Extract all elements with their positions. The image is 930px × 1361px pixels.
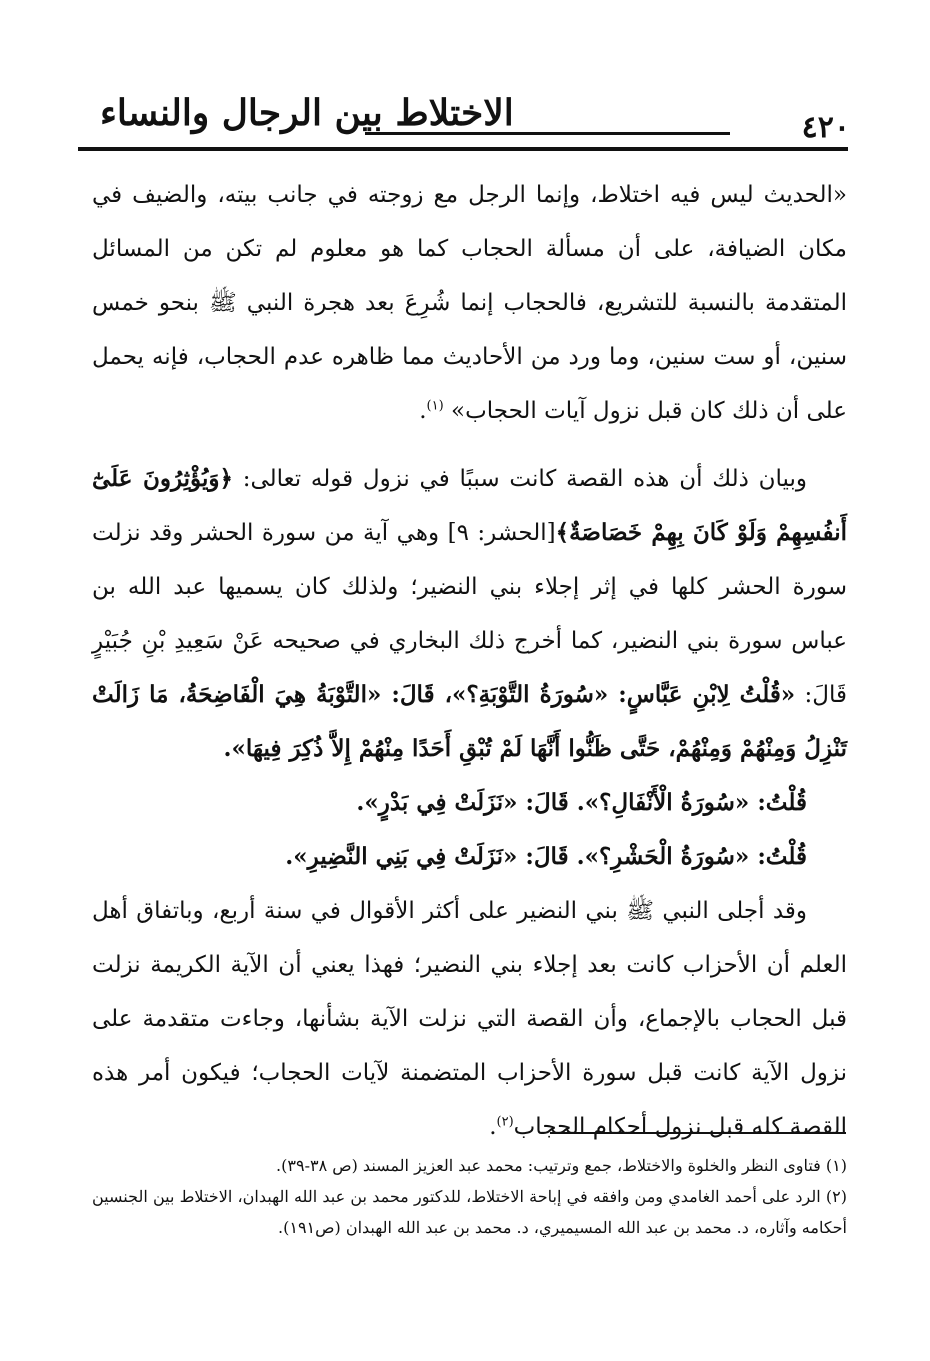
quran-verse: ﴿وَيُؤْثِرُونَ عَلَىٰٓ أَنفُسِهِمْ وَلَوْ كَانَ بِهِمْ خَصَاصَةٌ﴾ — [92, 465, 847, 546]
intro-text: وبيان ذلك أن هذه القصة كانت سببًا في نزول قوله تعالى: — [242, 466, 807, 492]
paragraph-explanation — [92, 452, 847, 776]
period: . — [489, 1114, 497, 1140]
paragraph-hashr: قُلْتُ: «سُورَةُ الْحَشْرِ؟». قَالَ: «نَزَلَتْ فِي بَنِي النَّضِيرِ». — [285, 843, 807, 870]
conclusion-text: وقد أجلى النبي ﷺ بني النضير على أكثر الأقوال في سنة أربع، وباتفاق أهل العلم أن الأحزاب كانت بعد إجلاء بني النضير؛ فهذا يعني أن الآية الكريمة نزلت قبل الحجاب بالإجماع، وأن القصة التي نزلت الآية بشأنها، وجاءت متقدمة على نزول الآية كانت قبل سورة الأحزاب المتضمنة لآيات الحجاب؛ فيكون أمر هذه القصة كله قبل نزول أحكام الحجاب — [92, 898, 847, 1140]
quote-text: «الحديث ليس فيه اختلاط، وإنما الرجل مع زوجته في جانب بيته، والضيف في مكان الضيافة، على أن مسألة الحجاب كما هو معلوم لم تكن من المسائل المتقدمة بالنسبة للتشريع، فالحجاب إنما شُرِعَ بعد هجرة النبي ﷺ بنحو خمس سنين، أو ست سنين، وما ورد من الأحاديث مما ظاهره عدم الحجاب، فإنه يحمل على أن ذلك كان قبل نزول آيات الحجاب» — [92, 182, 847, 424]
paragraph-quote — [92, 168, 847, 438]
header-underline — [365, 132, 730, 135]
footnote-2: (٢) الرد على أحمد الغامدي ومن وافقه في إباحة الاختلاط، للدكتور محمد بن عبد الله الهبدان، الاختلاط بين الجنسين أحكامه وآثاره، د. محمد بن عبد الله المسيميري، د. محمد بن عبد الله الهبدان (ص١٩١). — [92, 1187, 847, 1237]
period: . — [419, 398, 427, 424]
footnote-ref-2: (٢) — [496, 1114, 514, 1130]
footnote-ref-1: (١) — [426, 398, 444, 414]
paragraph-conclusion — [92, 884, 847, 1154]
header-rule — [78, 147, 848, 151]
hadith-text: «قُلْتُ لِابْنِ عَبَّاسٍ: «سُورَةُ التَّوْبَةِ؟»، قَالَ: «التَّوْبَةُ هِيَ الْفَاضِحَةُ، مَا زَالَتْ تَنْزِلُ وَمِنْهُمْ وَمِنْهُمْ، حَتَّى ظَنُّوا أَنَّهَا لَمْ تُبْقِ أَحَدًا مِنْهُمْ إِلاَّ ذُكِرَ فِيهَا». — [92, 681, 847, 762]
page-header — [80, 88, 850, 148]
footnote-separator — [550, 1132, 846, 1134]
explanation-text: [الحشر: ٩] وهي آية من سورة الحشر وقد نزلت سورة الحشر كلها في إثر إجلاء بني النضير؛ ولذلك كان يسميها عبد الله بن عباس سورة بني النضير، كما أخرج ذلك البخاري في صحيحه عَنْ سَعِيدِ بْنِ جُبَيْرٍ قَالَ: — [92, 520, 847, 708]
book-title: الاختلاط بين الرجال والنساء — [100, 92, 514, 134]
main-text — [92, 168, 847, 1154]
footnotes — [92, 1150, 847, 1243]
footnote-1: (١) فتاوى النظر والخلوة والاختلاط، جمع وترتيب: محمد عبد العزيز المسند (ص ٣٨-٣٩). — [276, 1156, 847, 1175]
paragraph-anfal: قُلْتُ: «سُورَةُ الْأَنْفَالِ؟». قَالَ: «نَزَلَتْ فِي بَدْرٍ». — [356, 789, 807, 816]
page-number: ٤٢٠ — [801, 110, 850, 145]
